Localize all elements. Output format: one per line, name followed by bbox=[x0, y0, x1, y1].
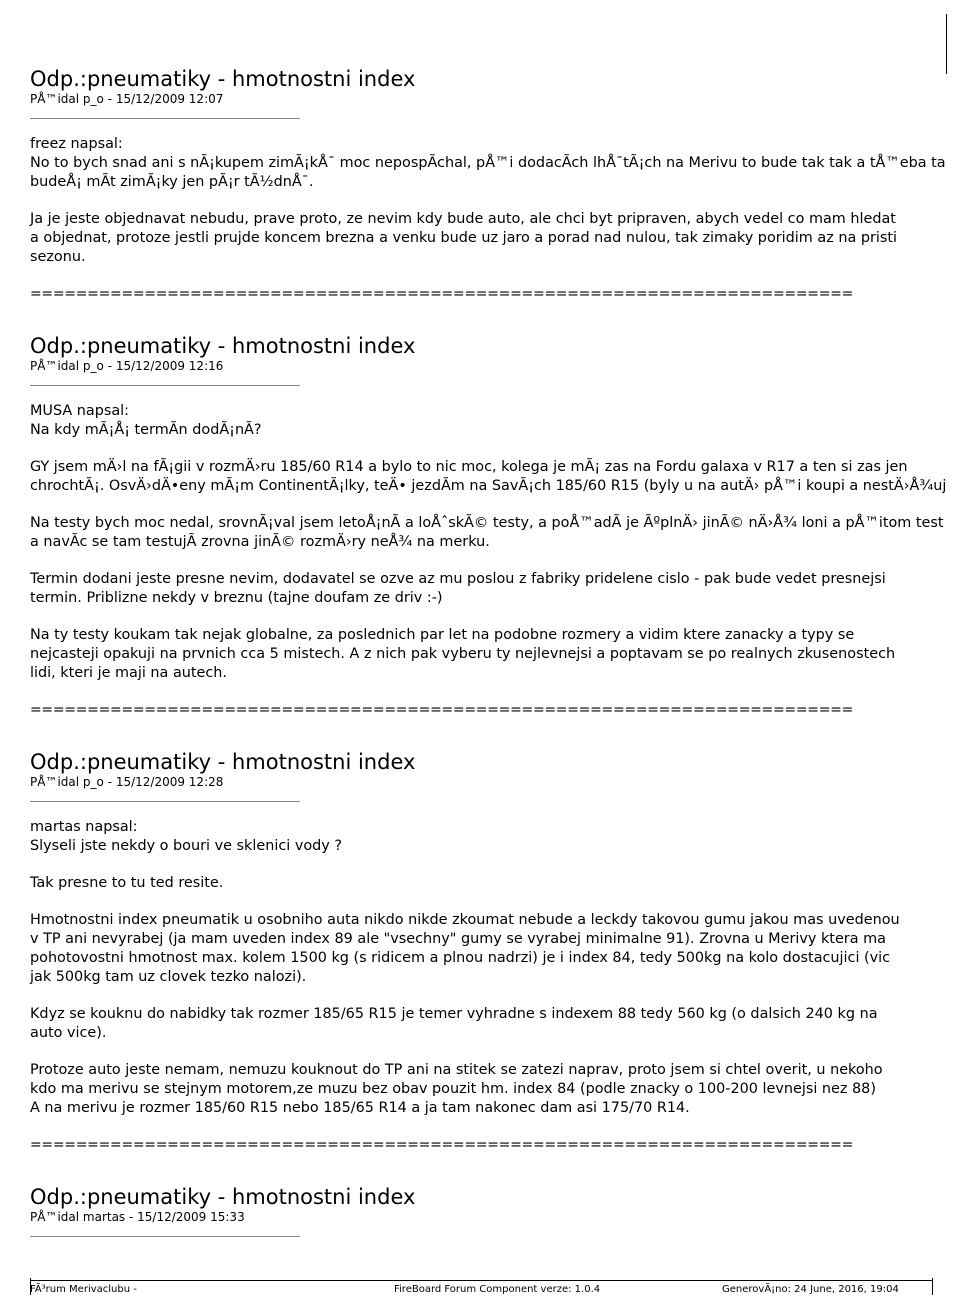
text-line: jak 500kg tam uz clovek tezko nalozi). bbox=[30, 969, 307, 985]
post-paragraph bbox=[30, 570, 960, 608]
post-meta: PÅ™idal p_o - 15/12/2009 12:07 bbox=[30, 92, 224, 106]
text-line: a objednat, protoze jestli prujde koncem brezna a venku bude uz jaro a porad nad nulou, tak zimaky poridim az na pristi bbox=[30, 230, 898, 246]
text-line: Protoze auto jeste nemam, nemuzu kouknout do TP ani na stitek se zatezi naprav, proto jsem si chtel overit, u nekoho bbox=[30, 1062, 883, 1078]
post-paragraph bbox=[30, 210, 960, 267]
post-body bbox=[30, 135, 960, 267]
text-line: kdo ma merivu se stejnym motorem,ze muzu bez obav pouzit hm. index 84 (podle znacky o 100-200 levnejsi nez 88) bbox=[30, 1081, 876, 1097]
forum-thread bbox=[30, 66, 960, 1253]
post-title: Odp.:pneumatiky - hmotnostni index bbox=[30, 1185, 416, 1209]
text-line: Termin dodani jeste presne nevim, dodavatel se ozve az mu poslou z fabriky pridelene cislo - pak bude vedet presnejsi bbox=[30, 571, 886, 587]
text-line: Na kdy mÃ¡Å¡ termÃn dodÃ¡nÃ? bbox=[30, 422, 262, 438]
text-line: pohotovostni hmotnost max. kolem 1500 kg (s ridicem a plnou nadrzi) je i index 84, tedy 500kg na kolo dostacujici (vic bbox=[30, 950, 891, 966]
text-line: GY jsem mÄ›l na fÃ¡gii v rozmÄ›ru 185/60 R14 a bylo to nic moc, kolega je mÃ¡ zas na Fordu galaxa v R17 a ten si zas jen bbox=[30, 459, 908, 475]
forum-post bbox=[30, 749, 960, 1154]
page-footer bbox=[0, 1284, 960, 1297]
post-separator: ======================================================================== bbox=[30, 286, 853, 302]
text-line: MUSA napsal: bbox=[30, 403, 130, 419]
text-line: chrochtÃ¡. OsvÄ›dÄ•eny mÃ¡m ContinentÃ¡lky, teÄ• jezdÃm na SavÃ¡ch 185/60 R15 (byly u na autÄ› pÅ™i koupi a nestÄ›Å¾uj bbox=[30, 478, 947, 494]
text-line: Ja je jeste objednavat nebudu, prave proto, ze nevim kdy bude auto, ale chci byt pripraven, abych vedel co mam hledat bbox=[30, 211, 896, 227]
text-line: martas napsal: bbox=[30, 819, 138, 835]
post-body bbox=[30, 402, 960, 683]
text-line: auto vice). bbox=[30, 1025, 107, 1041]
text-line: a navÃc se tam testujÃ zrovna jinÃ© rozmÄ›ry neÅ¾ na merku. bbox=[30, 534, 490, 550]
post-title: Odp.:pneumatiky - hmotnostni index bbox=[30, 67, 416, 91]
text-line: sezonu. bbox=[30, 249, 86, 265]
post-title: Odp.:pneumatiky - hmotnostni index bbox=[30, 334, 416, 358]
post-paragraph bbox=[30, 911, 960, 987]
text-line: termin. Priblizne nekdy v breznu (tajne doufam ze driv :-) bbox=[30, 590, 443, 606]
post-meta: PÅ™idal p_o - 15/12/2009 12:28 bbox=[30, 775, 224, 789]
text-line: lidi, kteri je maji na autech. bbox=[30, 665, 227, 681]
post-paragraph bbox=[30, 874, 960, 893]
text-line: Na ty testy koukam tak nejak globalne, za poslednich par let na podobne rozmery a vidim ktere zanacky a typy se bbox=[30, 627, 855, 643]
text-line: freez napsal: bbox=[30, 136, 123, 152]
footer-component-version: FireBoard Forum Component verze: 1.0.4 bbox=[394, 1284, 601, 1295]
post-separator: ======================================================================== bbox=[30, 702, 853, 718]
post-paragraph bbox=[30, 458, 960, 496]
text-line: v TP ani nevyrabej (ja mam uveden index 89 ale "vsechny" gumy se vyrabej minimalne 91). Zrovna u Merivy ktera ma bbox=[30, 931, 886, 947]
text-line: Slyseli jste nekdy o bouri ve sklenici vody ? bbox=[30, 838, 343, 854]
text-line: Na testy bych moc nedal, srovnÃ¡val jsem letoÅ¡nÃ a loÅˆskÃ© testy, a poÅ™adÃ je ÃºplnÄ› jinÃ© nÄ›Å¾ loni a pÅ™itom test bbox=[30, 515, 944, 531]
post-paragraph bbox=[30, 402, 960, 440]
footer-forum-name: FÃ³rum Merivaclubu - bbox=[30, 1284, 137, 1295]
forum-post bbox=[30, 1184, 960, 1237]
post-meta: PÅ™idal martas - 15/12/2009 15:33 bbox=[30, 1210, 245, 1224]
footer-generated-date: GenerovÃ¡no: 24 June, 2016, 19:04 bbox=[722, 1284, 899, 1295]
post-paragraph bbox=[30, 626, 960, 683]
text-line: Tak presne to tu ted resite. bbox=[30, 875, 224, 891]
meta-rule bbox=[30, 118, 300, 119]
text-line: No to bych snad ani s nÃ¡kupem zimÃ¡kÅ¯ moc nepospÃchal, pÅ™i dodacÃch lhÅ¯tÃ¡ch na Merivu to bude tak tak a tÅ™eba ta bbox=[30, 155, 946, 171]
post-paragraph bbox=[30, 1061, 960, 1118]
forum-post bbox=[30, 66, 960, 303]
post-paragraph bbox=[30, 1005, 960, 1043]
meta-rule bbox=[30, 801, 300, 802]
post-body bbox=[30, 818, 960, 1118]
text-line: budeÅ¡ mÃt zimÃ¡ky jen pÃ¡r tÃ½dnÅ¯. bbox=[30, 174, 314, 190]
post-separator: ======================================================================== bbox=[30, 1137, 853, 1153]
footer-rule bbox=[30, 1280, 933, 1281]
text-line: nejcasteji opakuji na prvnich cca 5 mistech. A z nich pak vyberu ty nejlevnejsi a poptavam se po realnych zkusenostech bbox=[30, 646, 896, 662]
text-line: Kdyz se kouknu do nabidky tak rozmer 185/65 R15 je temer vyhradne s indexem 88 tedy 560 kg (o dalsich 240 kg na bbox=[30, 1006, 878, 1022]
meta-rule bbox=[30, 385, 300, 386]
forum-post bbox=[30, 333, 960, 719]
text-line: A na merivu je rozmer 185/60 R15 nebo 185/65 R14 a ja tam nakonec dam asi 175/70 R14. bbox=[30, 1100, 690, 1116]
post-paragraph bbox=[30, 514, 960, 552]
meta-rule bbox=[30, 1236, 300, 1237]
text-line: Hmotnostni index pneumatik u osobniho auta nikdo nikde zkoumat nebude a leckdy takovou gumu jakou mas uvedenou bbox=[30, 912, 900, 928]
post-paragraph bbox=[30, 135, 960, 192]
page-edge-line bbox=[946, 14, 947, 74]
post-title: Odp.:pneumatiky - hmotnostni index bbox=[30, 750, 416, 774]
post-meta: PÅ™idal p_o - 15/12/2009 12:16 bbox=[30, 359, 224, 373]
post-paragraph bbox=[30, 818, 960, 856]
